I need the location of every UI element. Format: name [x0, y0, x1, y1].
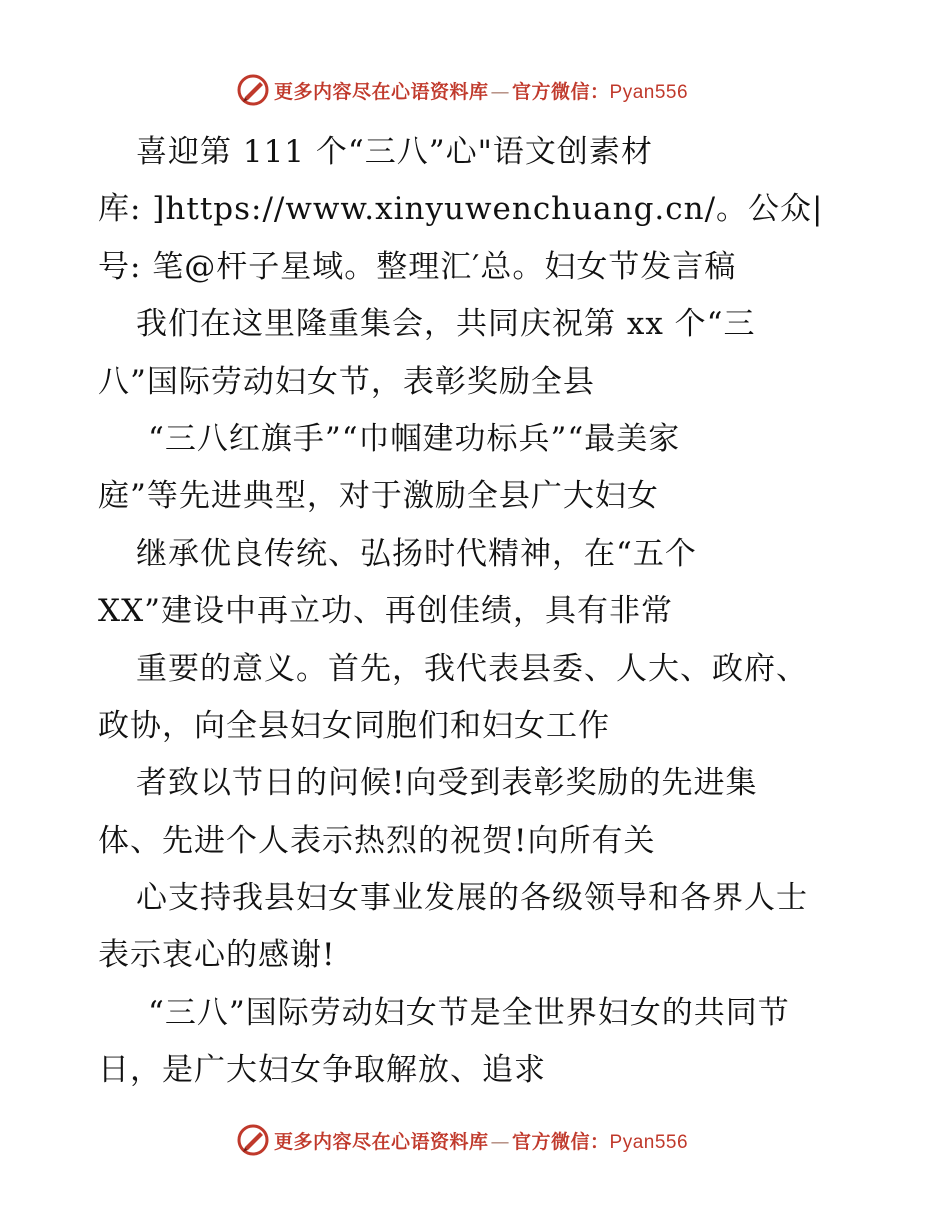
body-line: 者致以节日的问候!向受到表彰奖励的先进集 [136, 765, 758, 802]
body-line: 八”国际劳动妇女节，表彰奖励全县 [98, 363, 595, 400]
pen-circle-logo-icon [236, 1123, 270, 1157]
body-line: 号: 笔@杆子星域。整理汇′总。妇女节发言稿 [98, 248, 737, 285]
banner-main-text: 更多内容尽在心语资料库 [274, 80, 489, 103]
body-line: 喜迎第 111 个“三八”心"语文创素材 [136, 134, 653, 170]
body-line: 重要的意义。首先，我代表县委、人大、政府、 [136, 650, 808, 687]
body-line: 表示衷心的感谢! [98, 937, 336, 974]
banner-text [274, 77, 688, 104]
body-line: XX”建设中再立功、再创佳绩，具有非常 [98, 593, 673, 630]
document-body [98, 124, 868, 1100]
body-line: 心支持我县妇女事业发展的各级领导和各界人士 [136, 880, 808, 917]
body-line: 继承优良传统、弘扬时代精神，在“五个 [136, 535, 697, 572]
body-line: “三八”国际劳动妇女节是全世界妇女的共同节 [148, 994, 790, 1031]
body-line: 日，是广大妇女争取解放、追求 [98, 1052, 546, 1089]
banner-wechat-id: Pyan556 [609, 1131, 689, 1153]
banner-dash: — [490, 1130, 511, 1153]
banner-dash: — [490, 80, 511, 103]
pen-circle-logo-icon [236, 73, 270, 107]
banner-text [274, 1127, 688, 1154]
footer-banner [236, 1120, 756, 1160]
body-line: 体、先进个人表示热烈的祝贺!向所有关 [98, 822, 656, 859]
banner-wechat-label: 官方微信： [512, 1130, 610, 1153]
banner-main-text: 更多内容尽在心语资料库 [274, 1130, 489, 1153]
banner-wechat-label: 官方微信： [512, 80, 610, 103]
banner-wechat-id: Pyan556 [609, 81, 689, 103]
body-line: 政协，向全县妇女同胞们和妇女工作 [98, 707, 610, 744]
body-line: 库: ]https://www.xinyuwenchuang.cn/。公众| [98, 191, 824, 228]
body-line: “三八红旗手”“巾帼建功标兵”“最美家 [148, 420, 681, 457]
header-banner [236, 70, 756, 110]
body-line: 庭”等先进典型，对于激励全县广大妇女 [98, 478, 659, 515]
body-line: 我们在这里隆重集会，共同庆祝第 xx 个“三 [136, 306, 756, 343]
